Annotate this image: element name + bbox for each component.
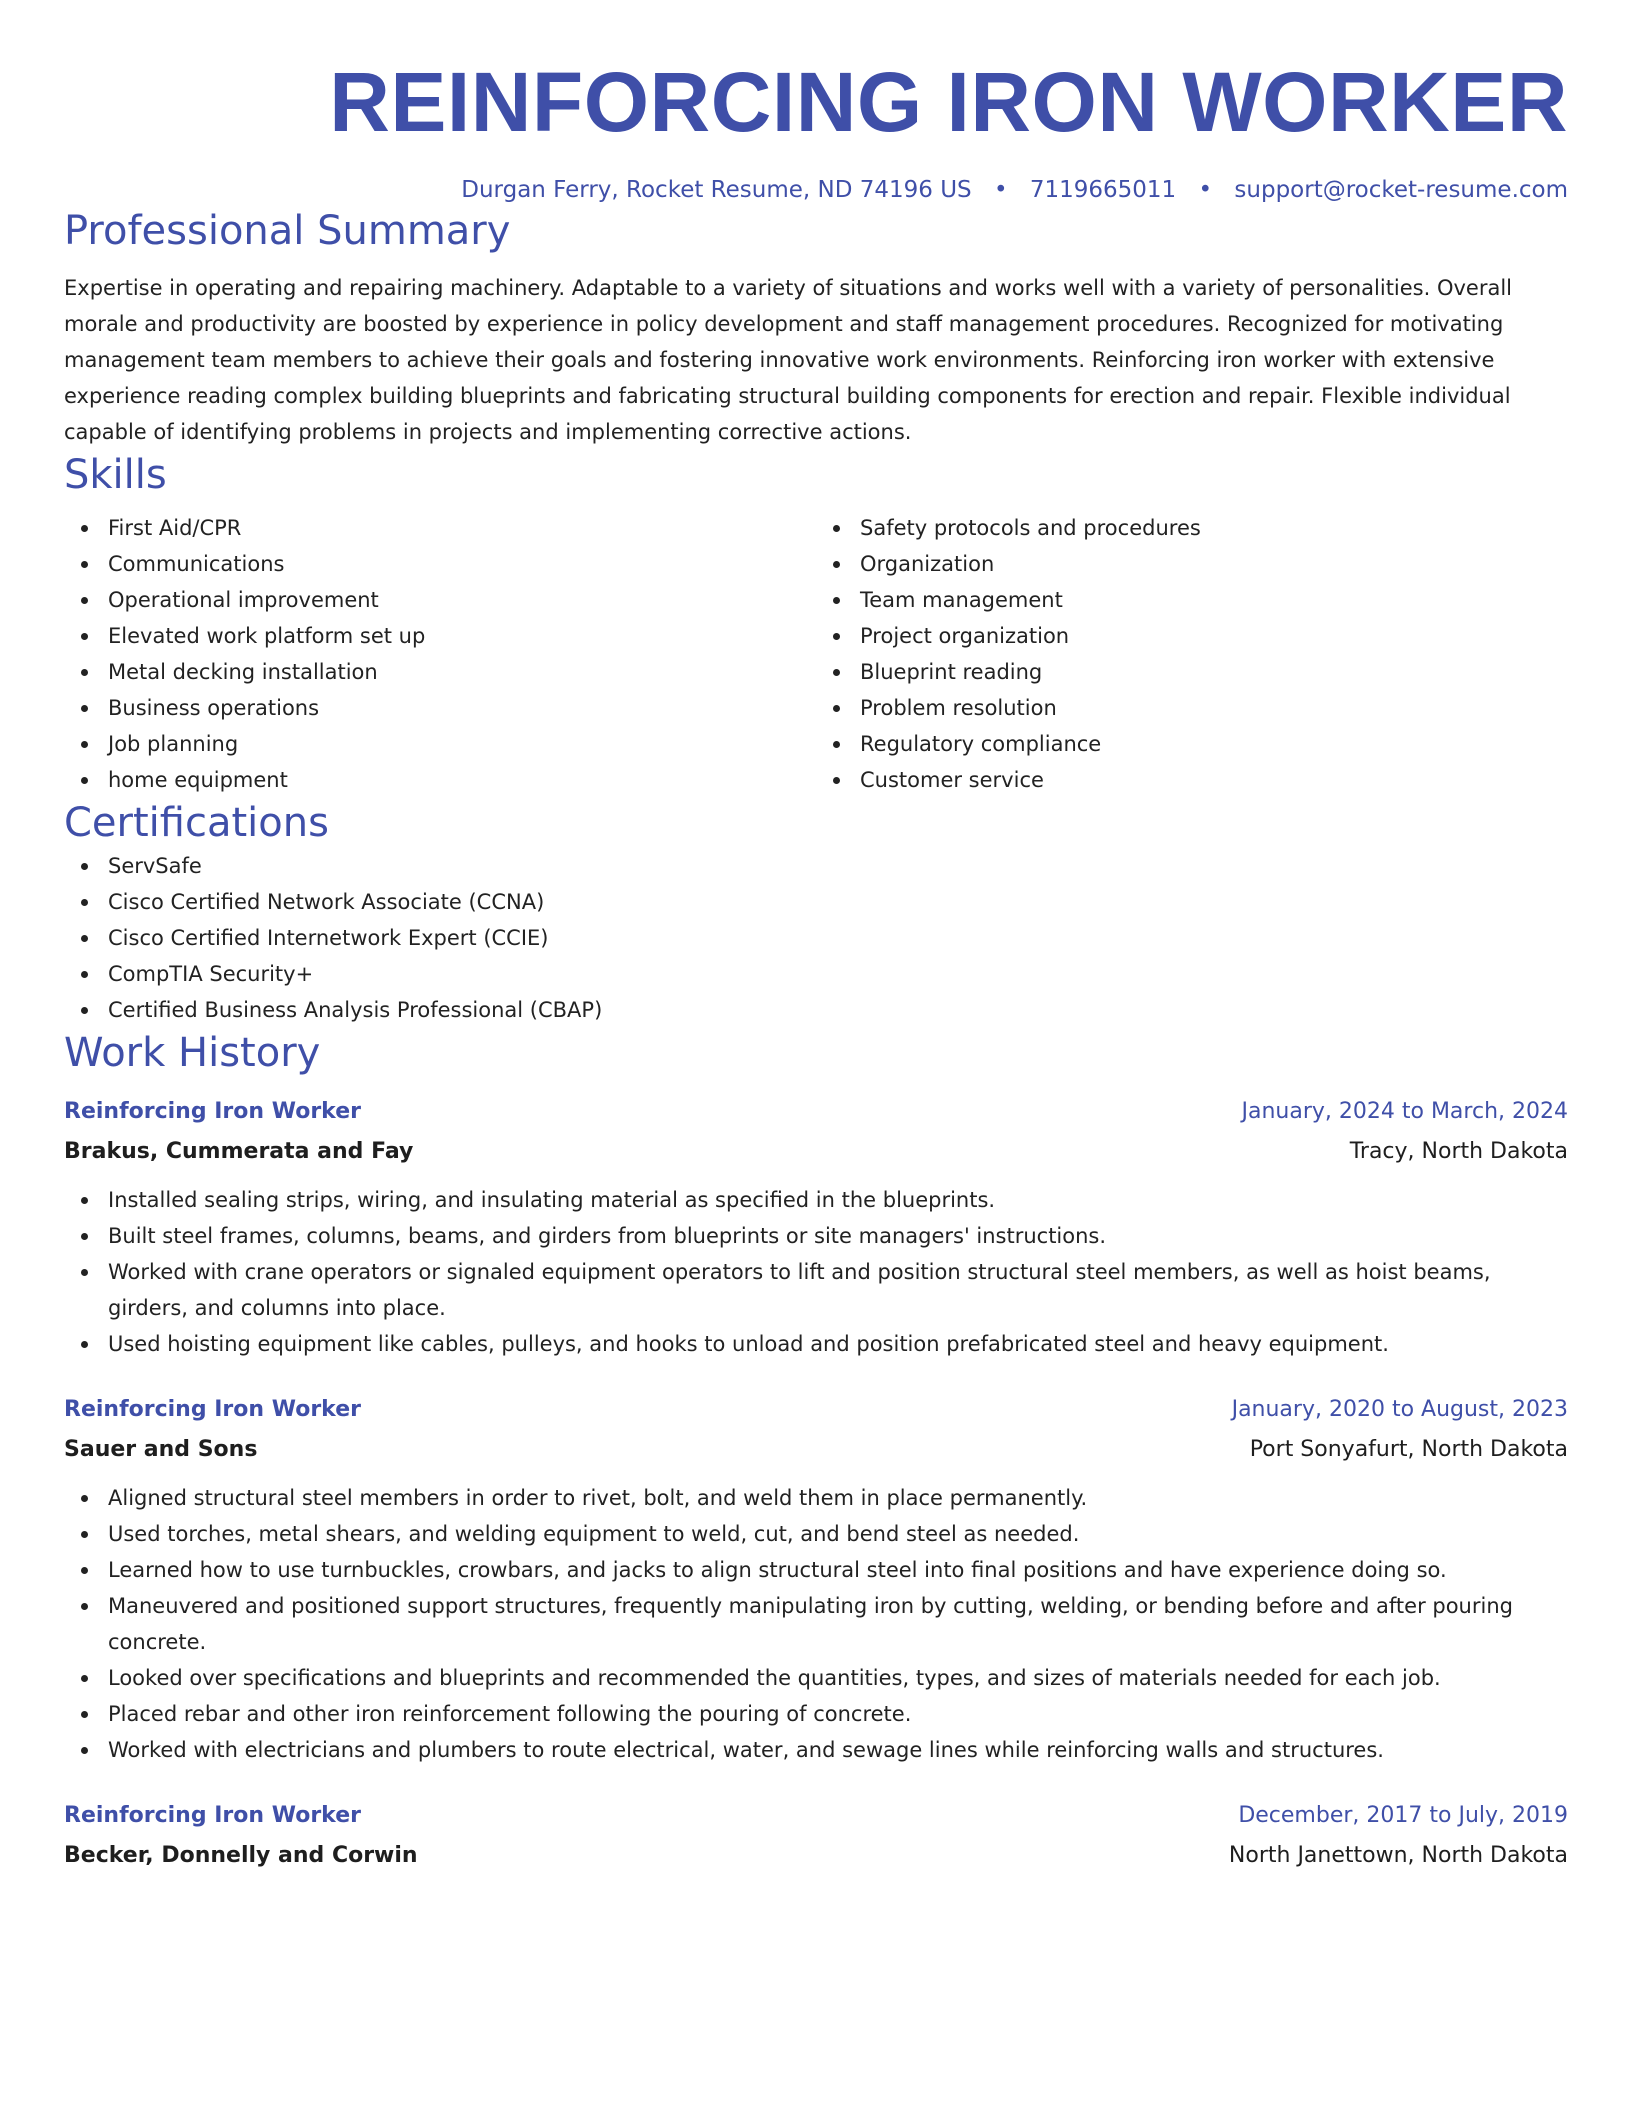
skills-list-right — [816, 510, 1568, 798]
skill-item: Regulatory compliance — [860, 726, 1568, 762]
job-company-row — [64, 1132, 1568, 1172]
job-dates: January, 2024 to March, 2024 — [1241, 1099, 1568, 1124]
contact-separator: • — [1198, 177, 1213, 203]
job-duty: Worked with electricians and plumbers to route electrical, water, and sewage lines while reinforcing walls and structures. — [108, 1732, 1568, 1768]
skill-item: Problem resolution — [860, 690, 1568, 726]
job-dates: January, 2020 to August, 2023 — [1231, 1397, 1568, 1422]
job-duties-list — [64, 1480, 1568, 1768]
summary-section — [64, 206, 1568, 450]
skill-item: Job planning — [108, 726, 816, 762]
job-duty: Looked over specifications and blueprints and recommended the quantities, types, and sizes of materials needed for each job. — [108, 1660, 1568, 1696]
skills-heading: Skills — [64, 452, 167, 498]
job-duty: Maneuvered and positioned support structures, frequently manipulating iron by cutting, welding, or bending before and after pouring concrete. — [108, 1588, 1568, 1660]
certifications-heading: Certifications — [64, 800, 329, 846]
contact-address: Durgan Ferry, Rocket Resume, ND 74196 US — [461, 177, 972, 203]
summary-heading: Professional Summary — [64, 208, 511, 254]
skill-item: home equipment — [108, 762, 816, 798]
job-dates: December, 2017 to July, 2019 — [1238, 1803, 1568, 1828]
certification-item: ServSafe — [108, 848, 1568, 884]
skills-column-right — [816, 510, 1568, 798]
job-company: Brakus, Cummerata and Fay — [64, 1139, 414, 1164]
job-company: Sauer and Sons — [64, 1437, 258, 1462]
contact-email: support@rocket-resume.com — [1234, 177, 1568, 203]
work-history-section — [64, 1028, 1568, 1876]
job-duty: Learned how to use turnbuckles, crowbars, and jacks to align structural steel into final positions and have experience doing so. — [108, 1552, 1568, 1588]
skill-item: Metal decking installation — [108, 654, 816, 690]
job-role: Reinforcing Iron Worker — [64, 1099, 361, 1124]
certification-item: Certified Business Analysis Professional (CBAP) — [108, 992, 1568, 1028]
job-entry — [64, 1092, 1568, 1362]
job-duty: Used hoisting equipment like cables, pulleys, and hooks to unload and position prefabricated steel and heavy equipment. — [108, 1326, 1568, 1362]
skill-item: Blueprint reading — [860, 654, 1568, 690]
job-role: Reinforcing Iron Worker — [64, 1803, 361, 1828]
job-duty: Used torches, metal shears, and welding equipment to weld, cut, and bend steel as needed. — [108, 1516, 1568, 1552]
candidate-title: REINFORCING IRON WORKER — [329, 55, 1568, 149]
skill-item: Team management — [860, 582, 1568, 618]
skill-item: Project organization — [860, 618, 1568, 654]
job-title-row — [64, 1390, 1568, 1430]
job-entry — [64, 1390, 1568, 1768]
job-company-row — [64, 1430, 1568, 1470]
job-title-row — [64, 1796, 1568, 1836]
job-duty: Built steel frames, columns, beams, and girders from blueprints or site managers' instructions. — [108, 1218, 1568, 1254]
contact-separator: • — [993, 177, 1008, 203]
job-duty: Aligned structural steel members in order to rivet, bolt, and weld them in place permanently. — [108, 1480, 1568, 1516]
job-company: Becker, Donnelly and Corwin — [64, 1843, 418, 1868]
job-role: Reinforcing Iron Worker — [64, 1397, 361, 1422]
job-duty: Worked with crane operators or signaled equipment operators to lift and position structural steel members, as well as hoist beams, girders, and columns into place. — [108, 1254, 1568, 1326]
certification-item: CompTIA Security+ — [108, 956, 1568, 992]
skill-item: Operational improvement — [108, 582, 816, 618]
job-title-row — [64, 1092, 1568, 1132]
skills-list-left — [64, 510, 816, 798]
skills-section — [64, 450, 1568, 798]
skill-item: Safety protocols and procedures — [860, 510, 1568, 546]
certification-item: Cisco Certified Internetwork Expert (CCIE) — [108, 920, 1568, 956]
job-location: North Janettown, North Dakota — [1228, 1843, 1568, 1868]
work-history-heading: Work History — [64, 1030, 321, 1076]
job-duty: Installed sealing strips, wiring, and insulating material as specified in the blueprints. — [108, 1182, 1568, 1218]
skills-column-left — [64, 510, 816, 798]
certifications-section — [64, 798, 1568, 1028]
job-duty: Placed rebar and other iron reinforcement following the pouring of concrete. — [108, 1696, 1568, 1732]
certifications-list — [64, 848, 1568, 1028]
resume-header — [64, 0, 1568, 206]
summary-text: Expertise in operating and repairing machinery. Adaptable to a variety of situations and works well with a variety of personalities. Overall morale and productivity are boosted by experience in policy development and staff management procedures. Recognized for motivating management team members to achieve their goals and fostering innovative work environments. Reinforcing iron worker with extensive experience reading complex building blueprints and fabricating structural building components for erection and repair. Flexible individual capable of identifying problems in projects and implementing corrective actions. — [64, 276, 1513, 444]
skill-item: Elevated work platform set up — [108, 618, 816, 654]
job-location: Tracy, North Dakota — [1349, 1139, 1568, 1164]
certification-item: Cisco Certified Network Associate (CCNA) — [108, 884, 1568, 920]
skill-item: Customer service — [860, 762, 1568, 798]
job-company-row — [64, 1836, 1568, 1876]
skill-item: Business operations — [108, 690, 816, 726]
job-entry — [64, 1796, 1568, 1876]
skill-item: Organization — [860, 546, 1568, 582]
skill-item: Communications — [108, 546, 816, 582]
skills-columns — [64, 510, 1568, 798]
skill-item: First Aid/CPR — [108, 510, 816, 546]
job-location: Port Sonyafurt, North Dakota — [1249, 1437, 1568, 1462]
contact-phone: 7119665011 — [1029, 177, 1177, 203]
contact-line — [64, 174, 1568, 206]
job-duties-list — [64, 1182, 1568, 1362]
